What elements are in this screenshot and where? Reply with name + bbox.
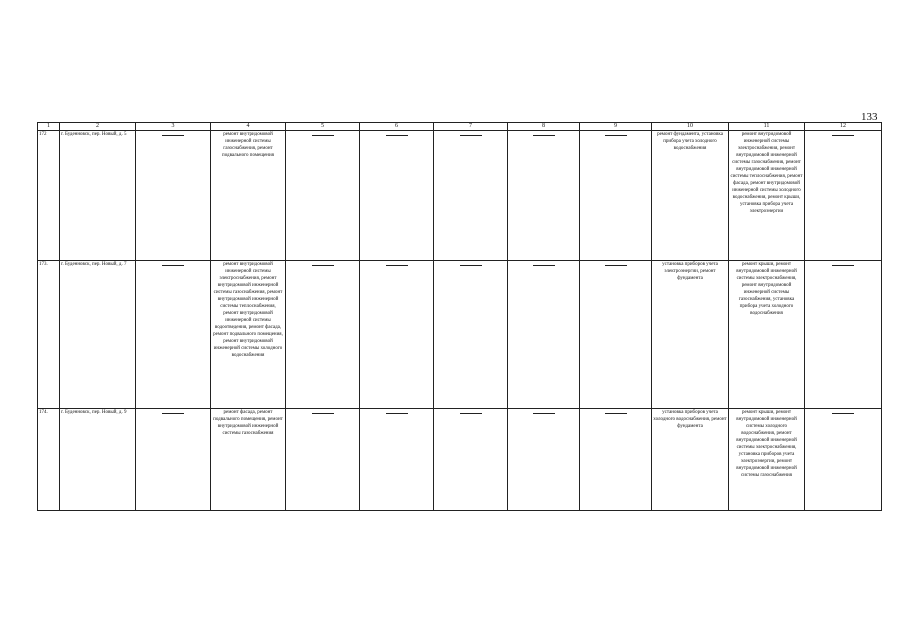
empty-cell <box>360 409 434 511</box>
empty-cell <box>360 131 434 261</box>
empty-cell <box>508 409 580 511</box>
works-cell: ремонт крыши, ремонт внутридомовой инженерной системы электроснабжения, ремонт внутридомовой инженерной системы газоснабжения, установка прибора учета холодного водоснабжения <box>729 261 805 409</box>
table-row <box>38 409 882 511</box>
column-header: 1 <box>38 123 60 131</box>
works-cell: ремонт внутридомовой инженерной системы газоснабжения, ремонт подвального помещения <box>211 131 286 261</box>
empty-cell <box>286 131 360 261</box>
works-cell: ремонт фундамента, установка прибора учета холодного водоснабжения <box>652 131 729 261</box>
empty-cell <box>360 261 434 409</box>
works-cell: установка приборов учета холодного водоснабжения, ремонт фундамента <box>652 409 729 511</box>
page-number: 133 <box>861 111 878 123</box>
column-header: 10 <box>652 123 729 131</box>
table-row <box>38 131 882 261</box>
works-cell: установка приборов учета электроэнергии, ремонт фундамента <box>652 261 729 409</box>
column-header: 12 <box>805 123 882 131</box>
works-cell: ремонт крыши, ремонт внутридомовой инженерной системы холодного водоснабжения, ремонт внутридомовой инженерной системы электроснабжения, установка приборов учета электроэнергии, ремонт внутридомовой инженерной системы газоснабжения <box>729 409 805 511</box>
empty-cell <box>434 261 508 409</box>
row-number: 173. <box>38 261 60 409</box>
column-header: 11 <box>729 123 805 131</box>
empty-cell <box>286 409 360 511</box>
address-cell: г. Буденновск, пер. Новый, д. 7 <box>60 261 136 409</box>
dash-mark <box>533 135 555 136</box>
empty-cell <box>805 409 882 511</box>
column-header: 8 <box>508 123 580 131</box>
column-header: 5 <box>286 123 360 131</box>
works-cell: ремонт внутридомовой инженерной системы электроснабжения, ремонт внутридомовой инженерной системы газоснабжения, ремонт внутридомовой инженерной системы теплоснабжения, ремонт внутридомовой инженерной системы водоотведения, ремонт фасада, ремонт подвального помещения, ремонт внутридомовой инженерной системы холодного водоснабжения <box>211 261 286 409</box>
address-cell: г. Буденновск, пер. Новый, д. 5 <box>60 131 136 261</box>
repair-schedule-table <box>37 122 882 511</box>
dash-mark <box>605 265 627 266</box>
empty-cell <box>434 131 508 261</box>
column-header: 9 <box>580 123 652 131</box>
works-cell: ремонт фасада, ремонт подвального помещения, ремонт внутридомовой инженерной системы газоснабжения <box>211 409 286 511</box>
row-number: 174. <box>38 409 60 511</box>
dash-mark <box>312 135 334 136</box>
works-cell: ремонт внутридомовой инженерной системы электроснабжения, ремонт внутридомовой инженерной системы газоснабжения, ремонт внутридомовой инженерной системы теплоснабжения, ремонт фасада, ремонт внутридомовой инженерной системы холодного водоснабжения, ремонт крыши, установка прибора учета электроэнергии <box>729 131 805 261</box>
dash-mark <box>533 413 555 414</box>
dash-mark <box>312 413 334 414</box>
empty-cell <box>136 261 211 409</box>
dash-mark <box>533 265 555 266</box>
dash-mark <box>605 413 627 414</box>
column-header: 2 <box>60 123 136 131</box>
empty-cell <box>580 261 652 409</box>
column-header: 6 <box>360 123 434 131</box>
dash-mark <box>832 135 854 136</box>
dash-mark <box>312 265 334 266</box>
empty-cell <box>434 409 508 511</box>
empty-cell <box>508 261 580 409</box>
dash-mark <box>162 135 184 136</box>
dash-mark <box>460 413 482 414</box>
empty-cell <box>805 261 882 409</box>
dash-mark <box>460 265 482 266</box>
dash-mark <box>605 135 627 136</box>
column-header: 4 <box>211 123 286 131</box>
address-cell: г. Буденновск, пер. Новый, д. 9 <box>60 409 136 511</box>
dash-mark <box>162 413 184 414</box>
row-number: 172 <box>38 131 60 261</box>
empty-cell <box>805 131 882 261</box>
empty-cell <box>286 261 360 409</box>
dash-mark <box>162 265 184 266</box>
empty-cell <box>580 131 652 261</box>
empty-cell <box>136 131 211 261</box>
column-header: 3 <box>136 123 211 131</box>
dash-mark <box>386 265 408 266</box>
dash-mark <box>460 135 482 136</box>
empty-cell <box>580 409 652 511</box>
column-number-row <box>38 123 882 131</box>
dash-mark <box>832 413 854 414</box>
empty-cell <box>136 409 211 511</box>
dash-mark <box>386 135 408 136</box>
empty-cell <box>508 131 580 261</box>
table-row <box>38 261 882 409</box>
dash-mark <box>386 413 408 414</box>
column-header: 7 <box>434 123 508 131</box>
dash-mark <box>832 265 854 266</box>
